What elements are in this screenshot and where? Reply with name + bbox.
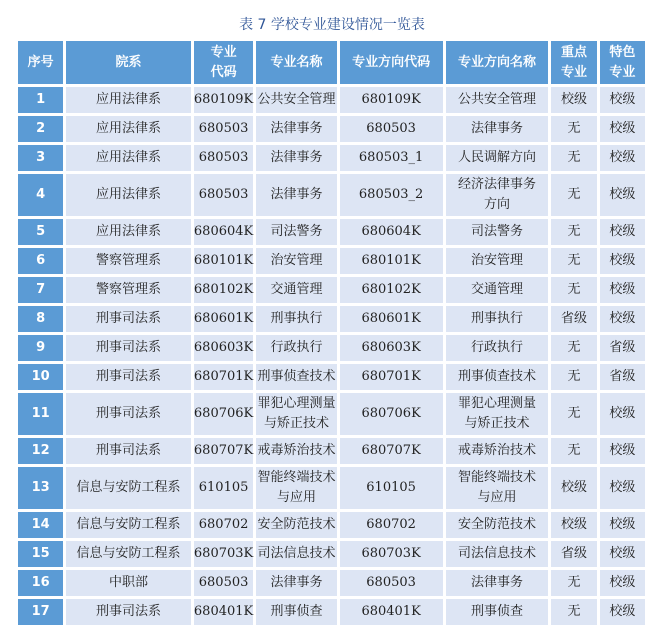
- cell-feature: 校级: [600, 306, 645, 332]
- table-row: [18, 541, 645, 567]
- cell-dir-code: 680102K: [340, 277, 443, 303]
- cell-code: 680703K: [194, 541, 254, 567]
- cell-dir-code: 680601K: [340, 306, 443, 332]
- cell-name: 刑事侦查: [256, 599, 336, 625]
- header-row: [18, 41, 645, 84]
- cell-dir-name: 治安管理: [446, 248, 549, 274]
- cell-key: 无: [551, 116, 596, 142]
- cell-code: 680604K: [194, 219, 254, 245]
- cell-feature: 校级: [600, 248, 645, 274]
- cell-dept: 警察管理系: [66, 248, 190, 274]
- cell-dir-name: 司法信息技术: [446, 541, 549, 567]
- cell-idx: 13: [18, 467, 63, 509]
- table-row: [18, 438, 645, 464]
- cell-feature: 校级: [600, 116, 645, 142]
- cell-code: 680401K: [194, 599, 254, 625]
- cell-idx: 16: [18, 570, 63, 596]
- cell-feature: 省级: [600, 364, 645, 390]
- cell-name: 刑事侦查技术: [256, 364, 336, 390]
- cell-dir-name: 交通管理: [446, 277, 549, 303]
- cell-name: 司法警务: [256, 219, 336, 245]
- cell-dir-code: 680503_1: [340, 145, 443, 171]
- cell-code: 680702: [194, 512, 254, 538]
- cell-name: 行政执行: [256, 335, 336, 361]
- table-row: [18, 116, 645, 142]
- cell-feature: 校级: [600, 570, 645, 596]
- table-row: [18, 335, 645, 361]
- cell-dir-name: 智能终端技术 与应用: [446, 467, 549, 509]
- cell-key: 无: [551, 438, 596, 464]
- cell-feature: 校级: [600, 174, 645, 216]
- cell-dept: 应用法律系: [66, 145, 190, 171]
- cell-name: 安全防范技术: [256, 512, 336, 538]
- cell-name: 戒毒矫治技术: [256, 438, 336, 464]
- cell-dept: 信息与安防工程系: [66, 512, 190, 538]
- cell-name: 法律事务: [256, 116, 336, 142]
- cell-dir-code: 680101K: [340, 248, 443, 274]
- header-key: 重点 专业: [551, 41, 596, 84]
- cell-key: 省级: [551, 306, 596, 332]
- cell-dept: 刑事司法系: [66, 335, 190, 361]
- cell-feature: 校级: [600, 219, 645, 245]
- cell-feature: 校级: [600, 145, 645, 171]
- cell-key: 省级: [551, 541, 596, 567]
- cell-dir-name: 经济法律事务 方向: [446, 174, 549, 216]
- cell-dir-code: 680503_2: [340, 174, 443, 216]
- cell-key: 无: [551, 599, 596, 625]
- header-feature: 特色 专业: [600, 41, 645, 84]
- cell-dept: 应用法律系: [66, 87, 190, 113]
- header-dir-name: 专业方向名称: [446, 41, 549, 84]
- cell-name: 法律事务: [256, 174, 336, 216]
- cell-key: 无: [551, 174, 596, 216]
- cell-key: 无: [551, 393, 596, 435]
- cell-code: 680601K: [194, 306, 254, 332]
- cell-feature: 校级: [600, 467, 645, 509]
- cell-code: 680701K: [194, 364, 254, 390]
- cell-dir-name: 刑事侦查: [446, 599, 549, 625]
- cell-idx: 10: [18, 364, 63, 390]
- table-row: [18, 599, 645, 625]
- cell-dept: 刑事司法系: [66, 599, 190, 625]
- cell-idx: 5: [18, 219, 63, 245]
- table-row: [18, 570, 645, 596]
- cell-code: 680503: [194, 145, 254, 171]
- cell-dir-code: 680603K: [340, 335, 443, 361]
- cell-code: 680101K: [194, 248, 254, 274]
- cell-code: 680503: [194, 174, 254, 216]
- table-row: [18, 467, 645, 509]
- header-name: 专业名称: [256, 41, 336, 84]
- cell-feature: 校级: [600, 512, 645, 538]
- cell-dept: 信息与安防工程系: [66, 541, 190, 567]
- cell-name: 交通管理: [256, 277, 336, 303]
- cell-name: 司法信息技术: [256, 541, 336, 567]
- cell-dir-code: 680109K: [340, 87, 443, 113]
- cell-dept: 中职部: [66, 570, 190, 596]
- cell-dir-code: 680707K: [340, 438, 443, 464]
- cell-dept: 刑事司法系: [66, 393, 190, 435]
- cell-dir-code: 680706K: [340, 393, 443, 435]
- cell-dir-name: 刑事侦查技术: [446, 364, 549, 390]
- cell-dir-code: 680604K: [340, 219, 443, 245]
- cell-feature: 校级: [600, 438, 645, 464]
- cell-dept: 应用法律系: [66, 174, 190, 216]
- cell-key: 无: [551, 277, 596, 303]
- cell-idx: 8: [18, 306, 63, 332]
- cell-idx: 14: [18, 512, 63, 538]
- cell-dir-name: 人民调解方向: [446, 145, 549, 171]
- cell-dir-name: 公共安全管理: [446, 87, 549, 113]
- cell-idx: 12: [18, 438, 63, 464]
- cell-dept: 刑事司法系: [66, 306, 190, 332]
- cell-dir-name: 刑事执行: [446, 306, 549, 332]
- table-row: [18, 145, 645, 171]
- cell-dir-code: 680703K: [340, 541, 443, 567]
- cell-dir-code: 680503: [340, 570, 443, 596]
- cell-key: 无: [551, 570, 596, 596]
- table-row: [18, 219, 645, 245]
- table-row: [18, 306, 645, 332]
- cell-dir-name: 行政执行: [446, 335, 549, 361]
- cell-idx: 1: [18, 87, 63, 113]
- cell-idx: 17: [18, 599, 63, 625]
- cell-dir-code: 680702: [340, 512, 443, 538]
- cell-feature: 校级: [600, 277, 645, 303]
- cell-name: 法律事务: [256, 570, 336, 596]
- cell-code: 680503: [194, 116, 254, 142]
- header-dept: 院系: [66, 41, 190, 84]
- cell-dept: 应用法律系: [66, 116, 190, 142]
- cell-name: 刑事执行: [256, 306, 336, 332]
- cell-dir-name: 司法警务: [446, 219, 549, 245]
- cell-key: 无: [551, 248, 596, 274]
- cell-feature: 校级: [600, 87, 645, 113]
- cell-idx: 3: [18, 145, 63, 171]
- cell-key: 无: [551, 145, 596, 171]
- cell-dir-name: 戒毒矫治技术: [446, 438, 549, 464]
- cell-dept: 刑事司法系: [66, 364, 190, 390]
- cell-dir-code: 680401K: [340, 599, 443, 625]
- cell-dir-name: 法律事务: [446, 116, 549, 142]
- table-caption: 表 7 学校专业建设情况一览表: [239, 17, 425, 33]
- cell-feature: 校级: [600, 599, 645, 625]
- cell-code: 680707K: [194, 438, 254, 464]
- cell-feature: 省级: [600, 335, 645, 361]
- header-code: 专业 代码: [194, 41, 254, 84]
- cell-dept: 应用法律系: [66, 219, 190, 245]
- cell-idx: 6: [18, 248, 63, 274]
- table-row: [18, 393, 645, 435]
- cell-feature: 校级: [600, 541, 645, 567]
- header-idx: 序号: [18, 41, 63, 84]
- header-dir-code: 专业方向代码: [340, 41, 443, 84]
- cell-name: 公共安全管理: [256, 87, 336, 113]
- cell-key: 校级: [551, 87, 596, 113]
- cell-name: 治安管理: [256, 248, 336, 274]
- table-body: [18, 87, 645, 625]
- major-table: [15, 38, 648, 628]
- cell-code: 680706K: [194, 393, 254, 435]
- cell-code: 680603K: [194, 335, 254, 361]
- cell-code: 680102K: [194, 277, 254, 303]
- cell-idx: 15: [18, 541, 63, 567]
- cell-dir-code: 680503: [340, 116, 443, 142]
- cell-dir-name: 法律事务: [446, 570, 549, 596]
- cell-idx: 4: [18, 174, 63, 216]
- cell-name: 罪犯心理测量 与矫正技术: [256, 393, 336, 435]
- cell-idx: 9: [18, 335, 63, 361]
- cell-dept: 刑事司法系: [66, 438, 190, 464]
- cell-dir-code: 680701K: [340, 364, 443, 390]
- cell-idx: 11: [18, 393, 63, 435]
- cell-code: 680109K: [194, 87, 254, 113]
- cell-idx: 7: [18, 277, 63, 303]
- cell-code: 680503: [194, 570, 254, 596]
- cell-dir-name: 罪犯心理测量 与矫正技术: [446, 393, 549, 435]
- table-row: [18, 277, 645, 303]
- cell-dept: 信息与安防工程系: [66, 467, 190, 509]
- cell-key: 校级: [551, 512, 596, 538]
- table-row: [18, 364, 645, 390]
- table-row: [18, 512, 645, 538]
- cell-code: 610105: [194, 467, 254, 509]
- cell-dir-code: 610105: [340, 467, 443, 509]
- cell-feature: 校级: [600, 393, 645, 435]
- cell-name: 智能终端技术 与应用: [256, 467, 336, 509]
- cell-key: 无: [551, 335, 596, 361]
- table-row: [18, 87, 645, 113]
- cell-key: 无: [551, 219, 596, 245]
- table-row: [18, 174, 645, 216]
- cell-key: 无: [551, 364, 596, 390]
- cell-name: 法律事务: [256, 145, 336, 171]
- cell-key: 校级: [551, 467, 596, 509]
- cell-dept: 警察管理系: [66, 277, 190, 303]
- table-row: [18, 248, 645, 274]
- cell-idx: 2: [18, 116, 63, 142]
- cell-dir-name: 安全防范技术: [446, 512, 549, 538]
